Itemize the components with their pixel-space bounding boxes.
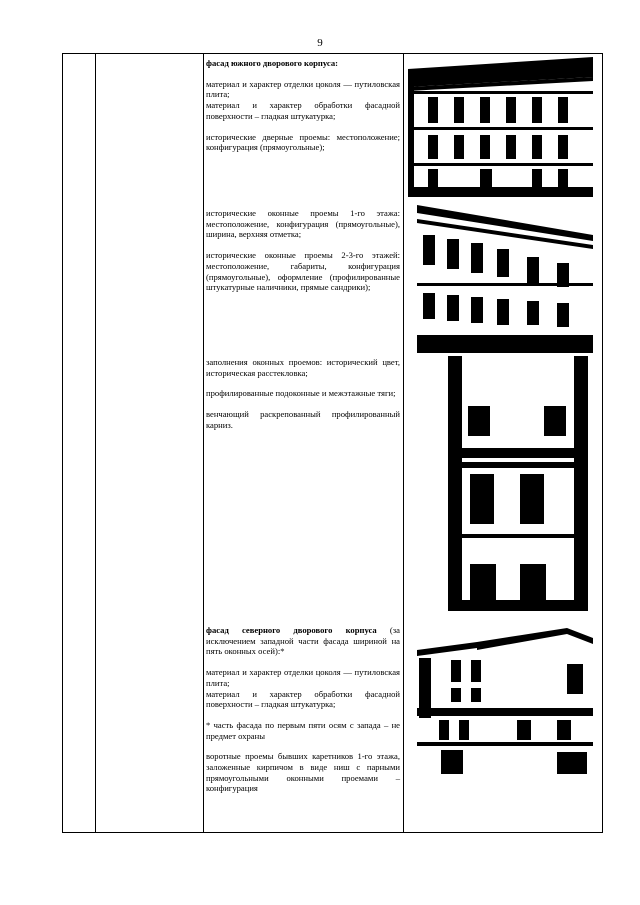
text-paragraph: исторические дверные проемы: местоположение; конфигурация (прямоугольные);	[206, 131, 400, 153]
text-paragraph: профилированные подоконные и межэтажные тяги;	[206, 388, 396, 399]
section-heading-note: (за исключением западной части фасада шириной на пять оконных осей):*	[206, 625, 400, 657]
section-heading: фасад северного дворового корпуса	[206, 625, 377, 635]
section-south-facade-cont	[206, 208, 400, 303]
text-paragraph: материал и характер обработки фасадной поверхности – гладкая штукатурка;	[206, 688, 400, 710]
facade-photo	[417, 205, 593, 353]
text-paragraph: * часть фасада по первым пяти осям с запада – не предмет охраны	[206, 719, 400, 741]
column-divider	[203, 54, 204, 832]
facade-photo	[408, 57, 593, 197]
text-paragraph: материал и характер отделки цоколя — путиловская плита;	[206, 78, 400, 100]
text-paragraph: заполнения оконных проемов: исторический цвет, историческая расстекловка;	[206, 357, 400, 378]
text-paragraph: исторические оконные проемы 2-3-го этажей: местоположение, габариты, конфигурация (прямоугольные), оформление (профилированные штукатурные наличники, прямые сандрики);	[206, 250, 400, 293]
section-south-facade-cont2	[206, 357, 400, 441]
text-paragraph: исторические оконные проемы 1-го этажа: местоположение, конфигурация (прямоугольные), ширина, верхняя отметка;	[206, 208, 400, 240]
text-paragraph: венчающий раскрепованный профилированный карниз.	[206, 409, 400, 430]
facade-photo	[448, 356, 588, 611]
facade-photo	[417, 624, 593, 774]
text-paragraph: воротные проемы бывших каретников 1-го этажа, заложенные кирпичом в виде ниш с парными прямоугольными оконными проемами – конфигурация	[206, 751, 400, 794]
section-north-facade	[206, 625, 400, 804]
text-paragraph: материал и характер обработки фасадной поверхности – гладкая штукатурка;	[206, 100, 400, 121]
column-divider	[95, 54, 96, 832]
text-paragraph: материал и характер отделки цоколя — путиловская плита;	[206, 667, 400, 688]
section-south-facade	[206, 58, 400, 163]
column-divider	[403, 54, 404, 832]
section-heading: фасад южного дворового корпуса:	[206, 58, 338, 68]
page-number: 9	[317, 37, 323, 49]
